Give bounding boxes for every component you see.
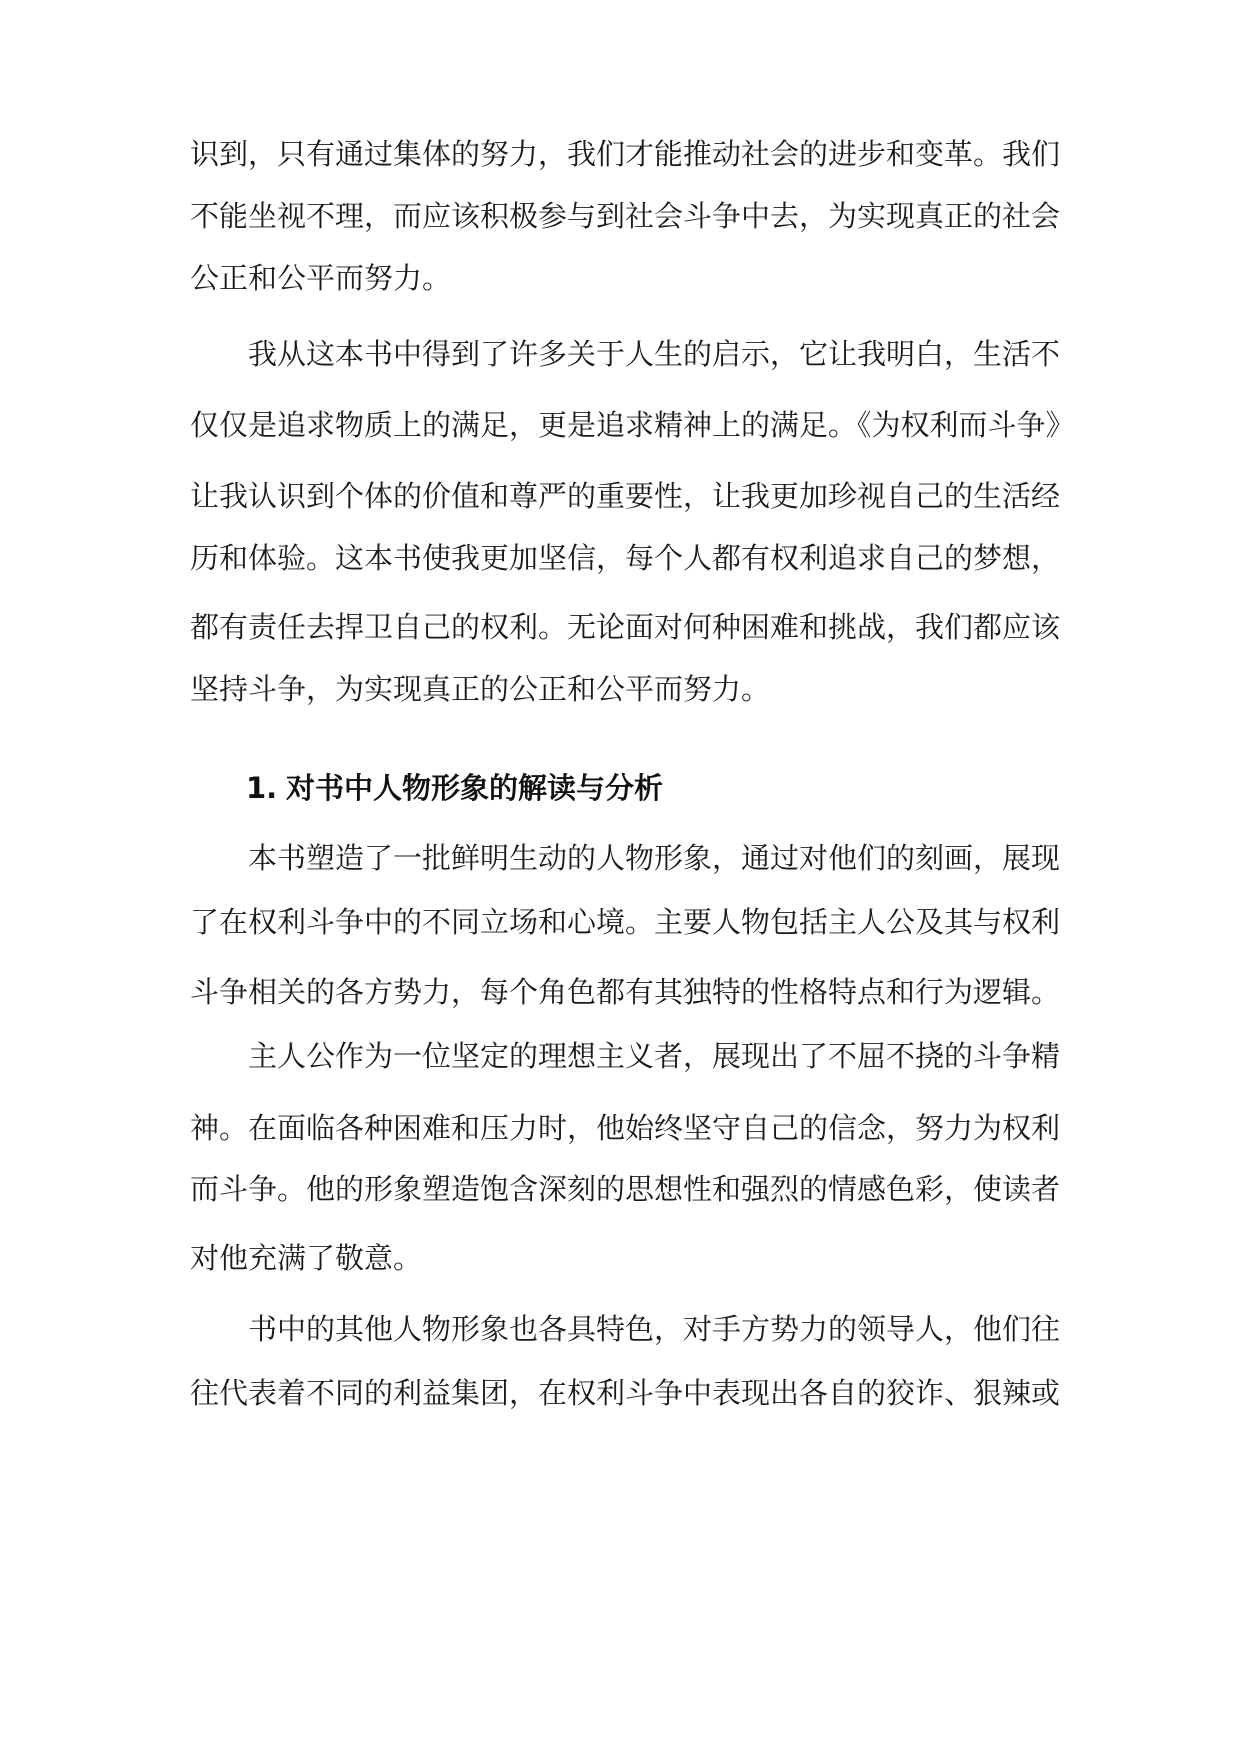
para2-line-2: 仅仅是追求物质上的满足，更是追求精神上的满足。《为权利而斗争》 <box>190 408 1075 442</box>
para4-line-1: 主人公作为一位坚定的理想主义者，展现出了不屈不挠的斗争精 <box>248 1039 1061 1073</box>
para2-line-1: 我从这本书中得到了许多关于人生的启示，它让我明白，生活不 <box>248 337 1061 371</box>
para4-line-3: 而斗争。他的形象塑造饱含深刻的思想性和强烈的情感色彩，使读者 <box>190 1172 1061 1206</box>
para1-line-1: 识到，只有通过集体的努力，我们才能推动社会的进步和变革。我们 <box>190 137 1061 171</box>
para2-line-3: 让我认识到个体的价值和尊严的重要性，让我更加珍视自己的生活经 <box>190 479 1061 513</box>
para4-line-2: 神。在面临各种困难和压力时，他始终坚守自己的信念，努力为权利 <box>190 1111 1061 1145</box>
para5-line-1: 书中的其他人物形象也各具特色，对手方势力的领导人，他们往 <box>248 1312 1061 1346</box>
para3-line-2: 了在权利斗争中的不同立场和心境。主要人物包括主人公及其与权利 <box>190 905 1061 939</box>
para3-line-3: 斗争相关的各方势力，每个角色都有其独特的性格特点和行为逻辑。 <box>190 975 1061 1009</box>
section-heading <box>246 764 663 812</box>
para1-line-2: 不能坐视不理，而应该积极参与到社会斗争中去，为实现真正的社会 <box>190 199 1061 233</box>
section-title: 对书中人物形象的解读与分析 <box>286 771 664 805</box>
para2-line-6: 坚持斗争，为实现真正的公正和公平而努力。 <box>190 672 771 706</box>
para2-line-5: 都有责任去捍卫自己的权利。无论面对何种困难和挑战，我们都应该 <box>190 610 1061 644</box>
para5-line-2: 往代表着不同的利益集团，在权利斗争中表现出各自的狡诈、狠辣或 <box>190 1376 1061 1410</box>
para3-line-1: 本书塑造了一批鲜明生动的人物形象，通过对他们的刻画，展现 <box>248 841 1061 875</box>
para4-line-4: 对他充满了敬意。 <box>190 1241 423 1275</box>
para1-line-3: 公正和公平而努力。 <box>190 261 452 295</box>
para2-line-4: 历和体验。这本书使我更加坚信，每个人都有权利追求自己的梦想， <box>190 541 1061 575</box>
section-number: 1. <box>246 771 278 805</box>
